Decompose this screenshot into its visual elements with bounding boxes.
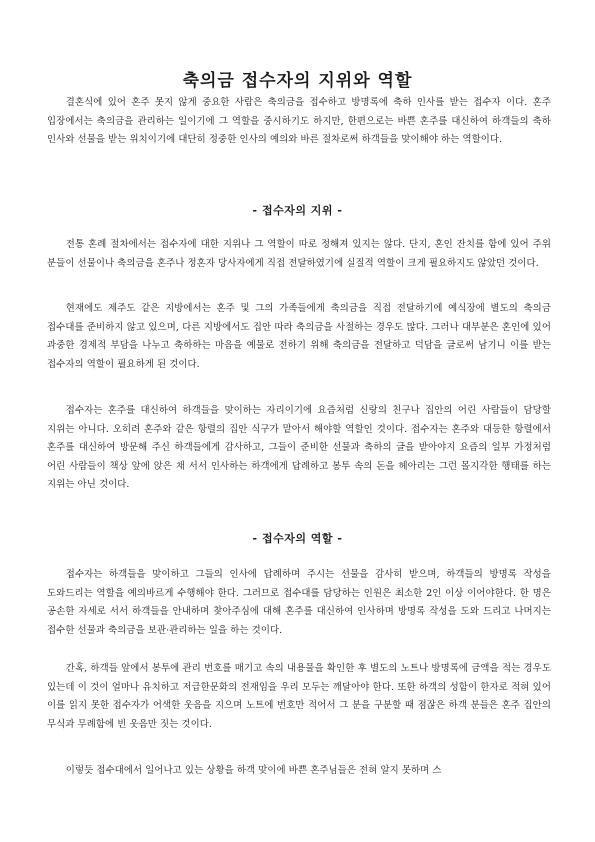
status-paragraph-1: 전통 혼례 절차에서는 접수자에 대한 지위나 그 역할이 따로 정해져 있지는 않다. 단지, 혼인 잔치를 함에 있어 주위 분들이 선물이나 축의금을 혼주나 정혼자 당사자에게 직접 전달하였기에 실질적 역할이 크게 필요하지도 않았던 것이다. <box>47 239 551 269</box>
section-heading-role: - 접수자의 역할 - <box>252 532 343 545</box>
role-paragraph-3: 이렇듯 접수대에서 일어나고 있는 상황을 하객 맞이에 바쁜 혼주님들은 전혀 알지 못하며 스 <box>65 765 442 776</box>
section-heading-status: - 접수자의 지위 - <box>252 204 343 217</box>
role-paragraph-2: 간혹, 하객들 앞에서 봉투에 관리 번호를 매기고 속의 내용물을 확인한 후 별도의 노트나 방명록에 금액을 적는 경우도 있는데 이 것이 얼마나 유치하고 저급한문화의 전재임을 우리 모두는 깨달아야 한다. 또한 하객의 성함이 한자로 적혀 있어 이를 읽지 못한 접수자가 어색한 웃음을 지으며 노트에 번호만 적어서 그 분을 구분할 때 점잖은 하객 분들은 혼주 집안의 무식과 무례함에 빈 웃음만 짓는 것이다. <box>47 663 551 730</box>
document-title: 축의금 접수자의 지위와 역할 <box>182 71 413 91</box>
status-paragraph-2: 현재에도 제주도 같은 지방에서는 혼주 및 그의 가족들에게 축의금을 직접 전달하기에 예식장에 별도의 축의금 접수대를 준비하지 않고 있으며, 다른 지방에서도 집안 따라 축의금을 사절하는 경우도 많다. 그러나 대부분은 혼인에 있어 과중한 경제적 부담을 나누고 축하하는 마음을 예물로 전하기 위해 축의금을 전달하고 덕담을 글로써 남기니 이를 받는 접수자의 역할이 필요하게 된 것이다. <box>47 303 551 370</box>
role-paragraph-1: 접수자는 하객들을 맞이하고 그들의 인사에 답례하며 주시는 선물을 감사히 받으며, 하객들의 방명록 작성을 도와드리는 역할을 예의바르게 수행해야 한다. 그러므로 접수대를 담당하는 인원은 최소한 2인 이상 이어야한다. 한 명은 공손한 자세로 서서 하객들을 안내하며 찾아주심에 대해 혼주를 대신하여 인사하며 방명록 작성을 도와 드리고 나머지는 접수한 선물과 축의금을 보관·관리하는 일을 하는 것이다. <box>47 569 551 636</box>
status-paragraph-3: 접수자는 혼주를 대신하여 하객들을 맞이하는 자리이기에 요즘처럼 신랑의 친구나 집안의 어린 사람들이 담당할 지위는 아니다. 오히려 혼주와 같은 항렬의 집안 식구가 맡아서 해야할 역할인 것이다. 접수자는 혼주와 대등한 항렬에서 혼주를 대신하여 방문해 주신 하객들에게 감사하고, 그들이 준비한 선물과 축하의 글을 받아야지 요즘의 일부 가정처럼 어린 사람들이 책상 앞에 앉은 채 서서 인사하는 하객에게 답례하고 봉투 속의 돈을 헤아리는 그런 몰지각한 행태를 하는 지위는 아닌 것이다. <box>47 405 551 490</box>
intro-paragraph: 결혼식에 있어 혼주 못지 않게 중요한 사람은 축의금을 접수하고 방명록에 축하 인사를 받는 접수자 이다. 혼주 입장에서는 축의금을 관리하는 일이기에 그 역할을 중시하기도 하지만, 한편으로는 바쁜 혼주를 대신하여 하객들의 축하 인사와 선물을 받는 위치이기에 대단히 정중한 인사의 예의와 바른 절차로써 하객들을 맞이해야 하는 역할이다. <box>47 97 551 145</box>
